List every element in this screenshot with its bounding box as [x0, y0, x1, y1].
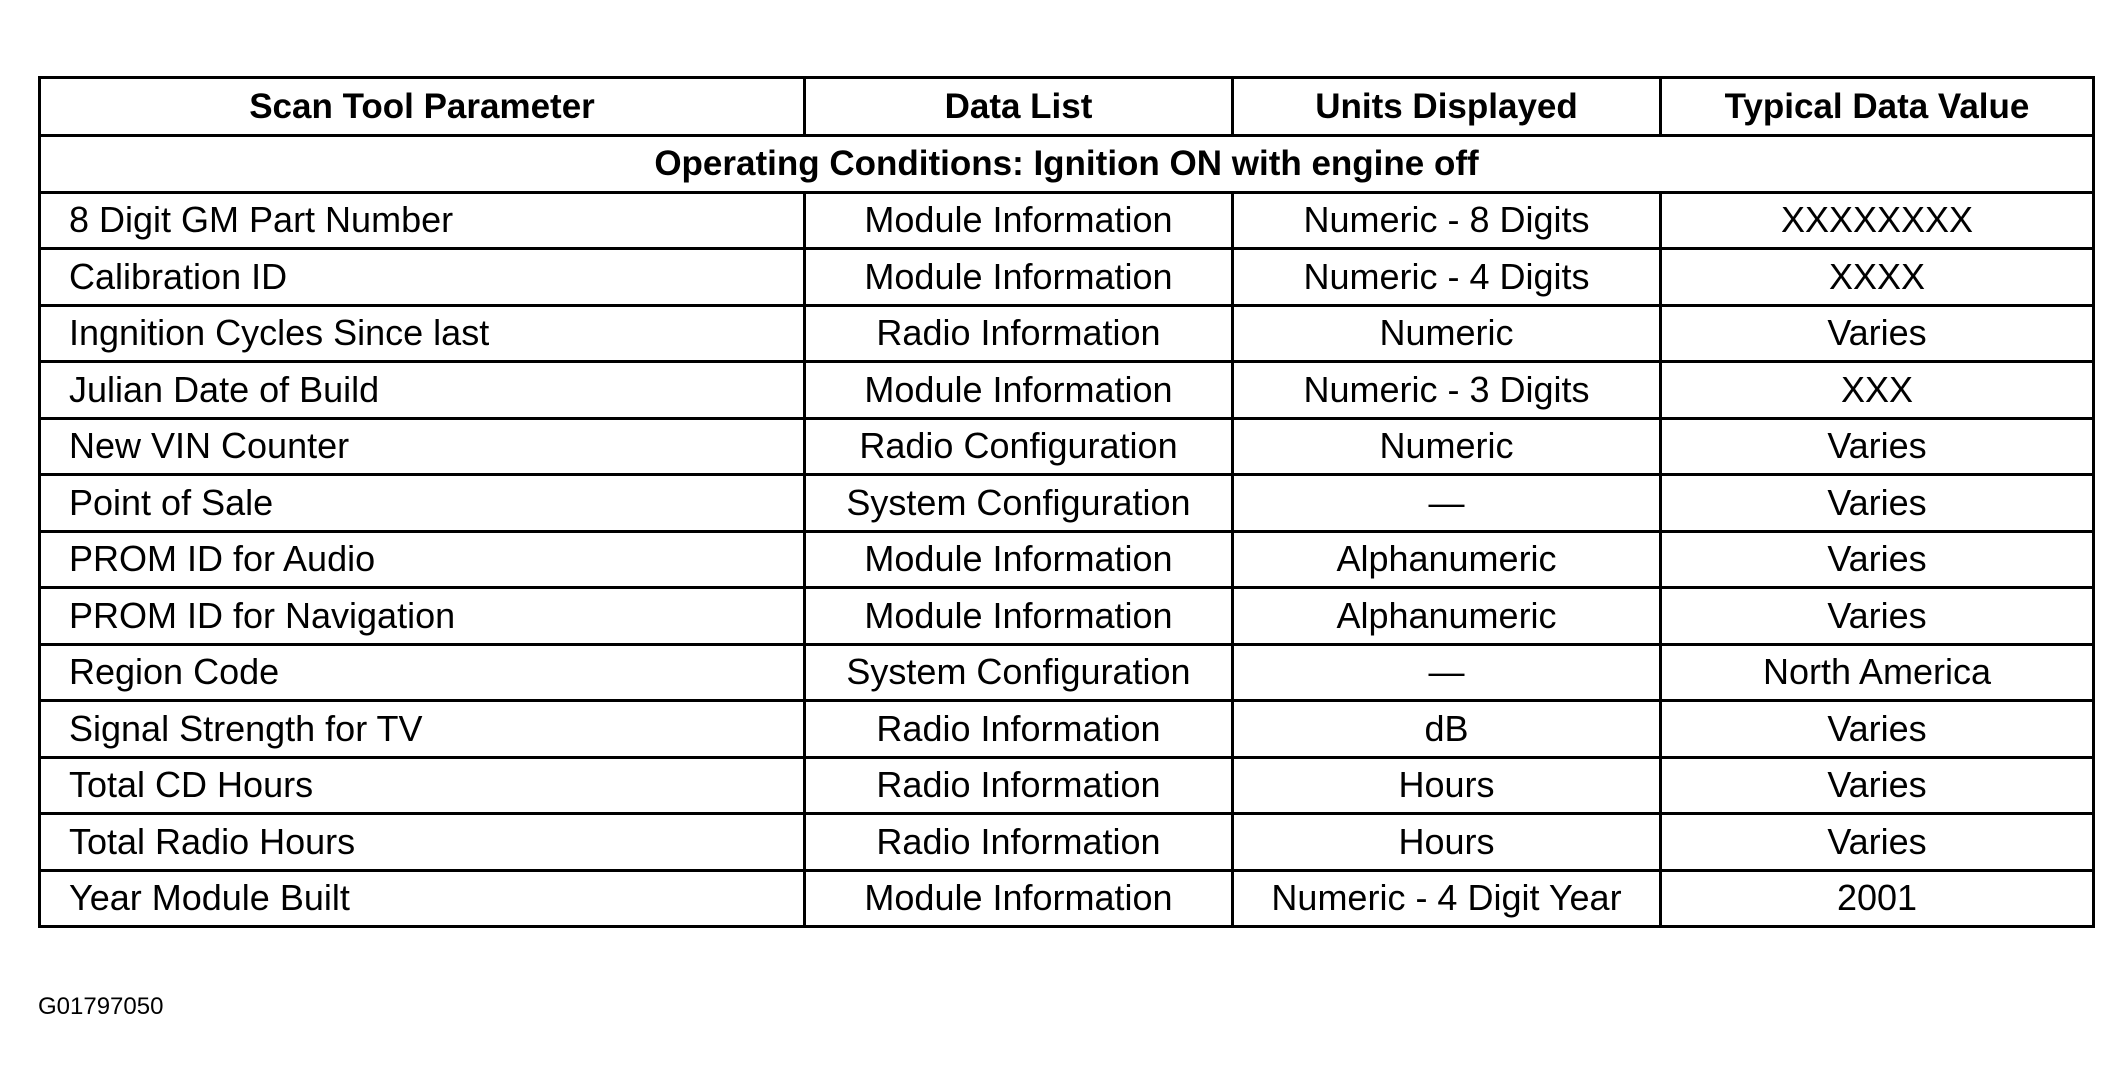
data-list-cell: Module Information	[805, 249, 1233, 306]
parameter-cell: Signal Strength for TV	[40, 701, 805, 758]
table-row	[40, 588, 2094, 645]
table-row	[40, 249, 2094, 306]
parameter-cell: Calibration ID	[40, 249, 805, 306]
data-list-cell: Radio Information	[805, 814, 1233, 871]
typical-value-cell: Varies	[1661, 814, 2094, 871]
typical-value-cell: XXXX	[1661, 249, 2094, 306]
parameter-cell: Region Code	[40, 644, 805, 701]
table-row	[40, 870, 2094, 927]
table-row	[40, 644, 2094, 701]
parameter-cell: Total Radio Hours	[40, 814, 805, 871]
parameter-cell: PROM ID for Navigation	[40, 588, 805, 645]
table-row	[40, 814, 2094, 871]
units-cell: Numeric - 4 Digits	[1233, 249, 1661, 306]
typical-value-cell: XXXXXXXX	[1661, 192, 2094, 249]
header-typical-data-value: Typical Data Value	[1661, 78, 2094, 136]
units-cell: Hours	[1233, 814, 1661, 871]
section-row	[40, 136, 2094, 193]
typical-value-cell: Varies	[1661, 588, 2094, 645]
table-row	[40, 475, 2094, 532]
table-row	[40, 192, 2094, 249]
table-row	[40, 757, 2094, 814]
typical-value-cell: Varies	[1661, 475, 2094, 532]
data-list-cell: System Configuration	[805, 644, 1233, 701]
units-cell: Alphanumeric	[1233, 531, 1661, 588]
parameter-cell: Point of Sale	[40, 475, 805, 532]
data-list-cell: Radio Information	[805, 305, 1233, 362]
table-row	[40, 362, 2094, 419]
table-row	[40, 418, 2094, 475]
units-cell: Alphanumeric	[1233, 588, 1661, 645]
data-list-cell: Radio Information	[805, 701, 1233, 758]
data-list-cell: Radio Configuration	[805, 418, 1233, 475]
units-cell: —	[1233, 475, 1661, 532]
typical-value-cell: 2001	[1661, 870, 2094, 927]
table-row	[40, 305, 2094, 362]
units-cell: Numeric - 8 Digits	[1233, 192, 1661, 249]
units-cell: Numeric	[1233, 305, 1661, 362]
parameter-cell: New VIN Counter	[40, 418, 805, 475]
units-cell: Hours	[1233, 757, 1661, 814]
typical-value-cell: Varies	[1661, 701, 2094, 758]
data-list-cell: Module Information	[805, 362, 1233, 419]
data-list-cell: Module Information	[805, 588, 1233, 645]
data-list-cell: Module Information	[805, 870, 1233, 927]
parameter-cell: Julian Date of Build	[40, 362, 805, 419]
header-row	[40, 78, 2094, 136]
operating-conditions-label: Operating Conditions: Ignition ON with engine off	[40, 136, 2094, 193]
header-data-list: Data List	[805, 78, 1233, 136]
parameter-cell: PROM ID for Audio	[40, 531, 805, 588]
typical-value-cell: Varies	[1661, 757, 2094, 814]
parameter-cell: Ingnition Cycles Since last	[40, 305, 805, 362]
data-list-cell: System Configuration	[805, 475, 1233, 532]
typical-value-cell: Varies	[1661, 305, 2094, 362]
header-units-displayed: Units Displayed	[1233, 78, 1661, 136]
units-cell: Numeric - 3 Digits	[1233, 362, 1661, 419]
parameter-cell: 8 Digit GM Part Number	[40, 192, 805, 249]
data-list-cell: Module Information	[805, 192, 1233, 249]
data-list-cell: Radio Information	[805, 757, 1233, 814]
typical-value-cell: Varies	[1661, 531, 2094, 588]
data-list-cell: Module Information	[805, 531, 1233, 588]
table-row	[40, 701, 2094, 758]
figure-id: G01797050	[38, 993, 164, 1020]
typical-value-cell: North America	[1661, 644, 2094, 701]
header-scan-tool-parameter: Scan Tool Parameter	[40, 78, 805, 136]
table-row	[40, 531, 2094, 588]
units-cell: dB	[1233, 701, 1661, 758]
typical-value-cell: Varies	[1661, 418, 2094, 475]
units-cell: Numeric	[1233, 418, 1661, 475]
units-cell: —	[1233, 644, 1661, 701]
units-cell: Numeric - 4 Digit Year	[1233, 870, 1661, 927]
parameter-cell: Total CD Hours	[40, 757, 805, 814]
typical-value-cell: XXX	[1661, 362, 2094, 419]
scan-tool-data-table	[38, 76, 2095, 928]
parameter-cell: Year Module Built	[40, 870, 805, 927]
